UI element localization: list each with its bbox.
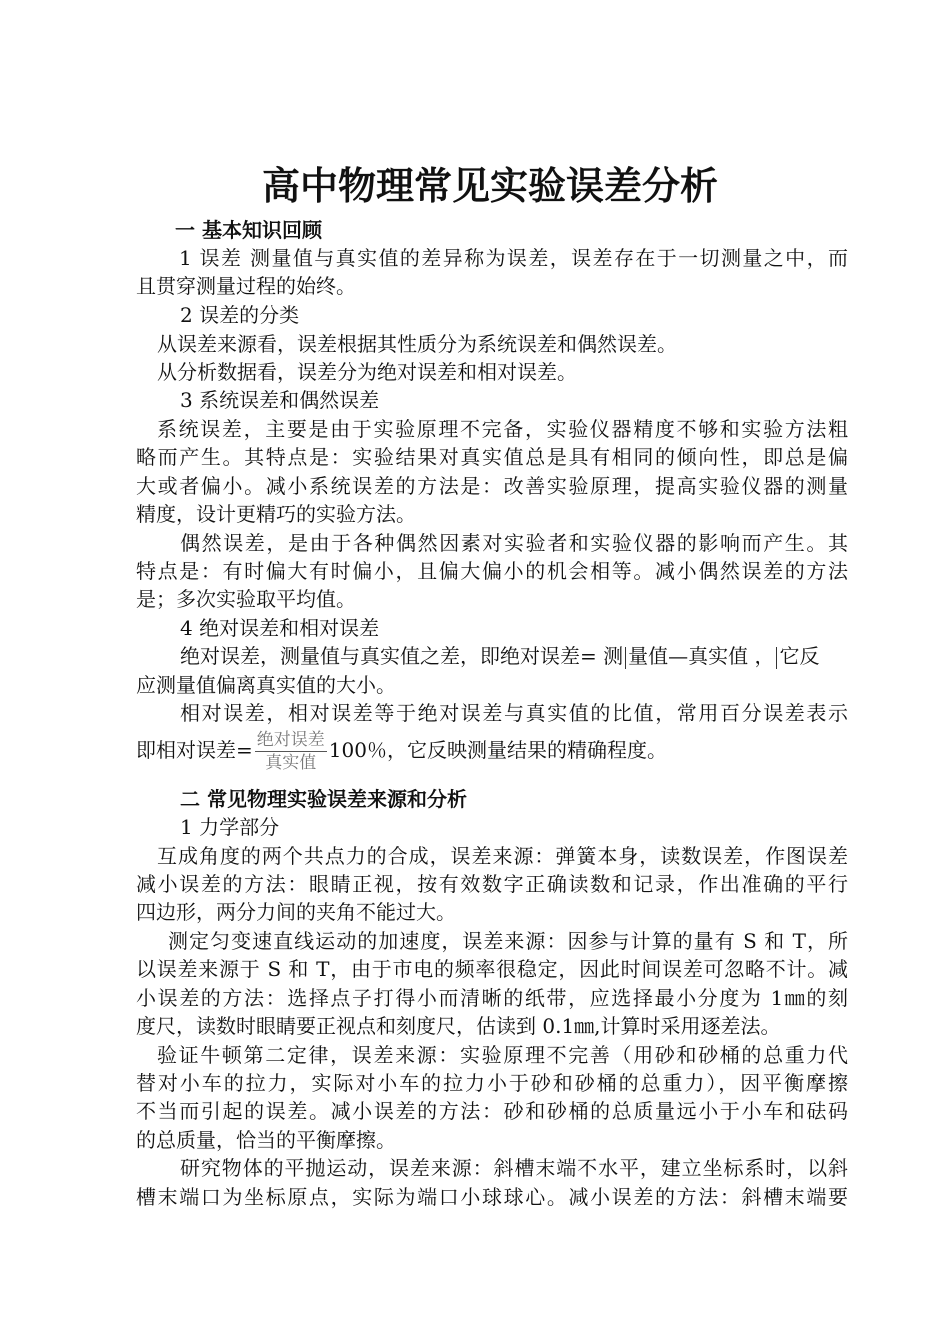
paragraph-line: 1 误差 测量值与真实值的差异称为误差，误差存在于一切测量之中，而 [179,246,848,270]
paragraph-line: 研究物体的平抛运动，误差来源：斜槽末端不水平，建立坐标系时，以斜 [180,1156,848,1180]
paragraph-line: 验证牛顿第二定律，误差来源：实验原理不完善（用砂和砂桶的总重力代 [157,1043,848,1067]
subheading-error-types: 2 误差的分类 [180,303,300,327]
paragraph-line: 特点是：有时偏大有时偏小，且偏大偏小的机会相等。减小偶然误差的方法 [136,559,848,583]
paragraph-line: 是；多次实验取平均值。 [136,587,356,611]
paragraph-line: 互成角度的两个共点力的合成，误差来源：弹簧本身，读数误差，作图误差 [157,844,848,868]
section-heading-basics: 一 基本知识回顾 [175,218,322,242]
paragraph-line: 替对小车的拉力，实际对小车的拉力小于砂和砂桶的总重力），因平衡摩擦 [136,1071,848,1095]
paragraph-line: 从分析数据看，误差分为绝对误差和相对误差。 [157,360,577,384]
paragraph-line: 偶然误差，是由于各种偶然因素对实验者和实验仪器的影响而产生。其 [180,531,848,555]
fraction-formula [255,729,327,774]
paragraph-line: 应测量值偏离真实值的大小。 [136,673,396,697]
paragraph-line: 大或者偏小。减小系统误差的方法是：改善实验原理，提高实验仪器的测量 [136,474,848,498]
text-run: 绝对误差，测量值与真实值之差，即绝对误差= 测 [180,644,624,668]
text-cursor [776,647,777,669]
paragraph-line: 且贯穿测量过程的始终。 [136,274,356,298]
paragraph-line: 略而产生。其特点是：实验结果对真实值总是具有相同的倾向性，即总是偏 [136,445,848,469]
subheading-systematic-random: 3 系统误差和偶然误差 [180,388,380,412]
page-title: 高中物理常见实验误差分析 [261,164,718,208]
paragraph-line-relative-formula [136,729,667,774]
text-run: 量值—真实值 ， [628,644,775,668]
text-run: 即相对误差= [136,738,253,762]
fraction-denominator: 真实值 [265,753,317,773]
paragraph-line: 度尺，读数时眼睛要正视点和刻度尺，估读到 0.1㎜,计算时采用逐差法。 [136,1014,781,1038]
subheading-absolute-relative: 4 绝对误差和相对误差 [180,616,380,640]
paragraph-line: 系统误差，主要是由于实验原理不完备，实验仪器精度不够和实验方法粗 [157,417,848,441]
paragraph-line: 精度，设计更精巧的实验方法。 [136,502,416,526]
paragraph-line: 小误差的方法：选择点子打得小而清晰的纸带，应选择最小分度为 1㎜的刻 [136,986,848,1010]
text-run: 它反 [779,644,820,668]
paragraph-line: 不当而引起的误差。减小误差的方法：砂和砂桶的总质量远小于小车和砝码 [136,1099,848,1123]
paragraph-line: 以误差来源于 S 和 T，由于市电的频率很稳定，因此时间误差可忽略不计。减 [136,957,848,981]
paragraph-line-absolute-error [180,641,819,671]
paragraph-line: 的总质量，恰当的平衡摩擦。 [136,1128,396,1152]
fraction-numerator: 绝对误差 [256,730,325,750]
paragraph-line: 从误差来源看，误差根据其性质分为系统误差和偶然误差。 [157,332,677,356]
section-heading-sources: 二 常见物理实验误差来源和分析 [180,787,467,811]
paragraph-line: 四边形，两分力间的夹角不能过大。 [136,900,456,924]
subheading-mechanics: 1 力学部分 [180,815,280,839]
text-cursor [625,647,626,669]
paragraph-line: 相对误差，相对误差等于绝对误差与真实值的比值，常用百分误差表示 [180,701,848,725]
paragraph-line: 槽末端口为坐标原点，实际为端口小球球心。减小误差的方法：斜槽末端要 [136,1185,848,1209]
text-run: 100％，它反映测量结果的精确程度。 [328,738,667,762]
paragraph-line: 减小误差的方法：眼睛正视，按有效数字正确读数和记录，作出准确的平行 [136,872,848,896]
paragraph-line: 测定匀变速直线运动的加速度，误差来源：因参与计算的量有 S 和 T，所 [168,929,848,953]
